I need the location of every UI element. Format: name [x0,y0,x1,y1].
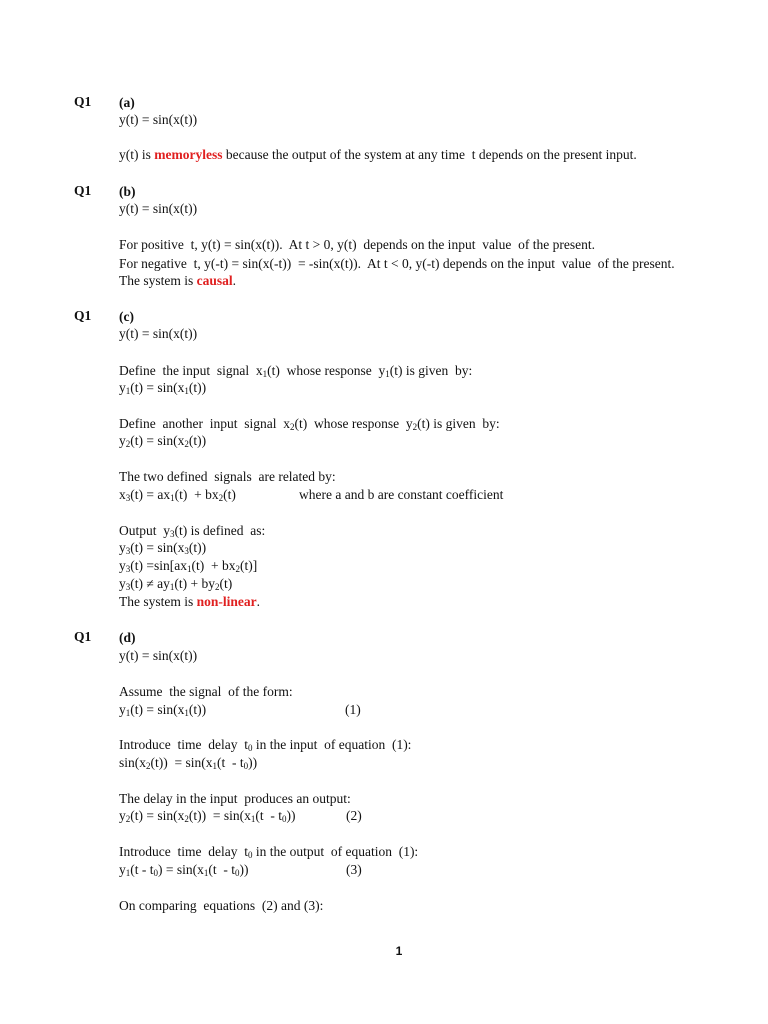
equation-y3-b: $y_3(t) =\sin[ax_1(t) + bx_2(t)]$ [119,558,258,574]
equation: y(t) = sin(x(t)) [119,648,198,663]
equation-y3-a: $y_3(t) = \sin(x_3(t))$ [119,540,207,556]
positive-t-line: For positive t, y(t) = sin(x(t)). At t > 0, y(t) depends on the input value of the present. [119,237,596,252]
causal-statement: The system is causal. [119,273,237,288]
define-x1: Define the input signal $x_1(t)$ whose response $y_1(t)$ is given by: [119,363,473,379]
question-label: Q1 [74,183,92,198]
equation-y1: $y_1(t) = \sin(x_1(t))$ [119,380,207,396]
nonlinear-statement: The system is non-linear. [119,594,261,609]
nonlinear-highlight: non-linear [196,594,257,609]
question-label: Q1 [74,629,92,644]
equation: y(t) = sin(x(t)) [119,112,198,127]
assume-text: Assume the signal of the form: [119,684,293,699]
equation-3: $y_1(t - t_0) = \sin(x_1(t - t_0))$ [119,862,249,878]
comparison-text: On comparing equations (2) and (3): [119,898,324,913]
negative-t-line: For negative t, y(-t) = sin(x(-t)) = -sin(x(t)). At t < 0, y(-t) depends on the input value of the present. [119,256,675,271]
introduce-output-delay: Introduce time delay $t_0$ in the output of equation (1): [119,844,419,860]
introduce-input-delay: Introduce time delay $t_0$ in the input of equation (1): [119,737,412,753]
part-label: (d) [119,630,136,645]
question-label: Q1 [74,308,92,323]
equation-number-1: (1) [345,702,361,717]
memoryless-highlight: memoryless [154,147,223,162]
part-label: (a) [119,95,135,110]
output-definition: Output $y_3(t)$ is defined as: [119,523,266,539]
relation-note: where a and b are constant coefficient [299,487,504,502]
equation-number-3: (3) [346,862,362,877]
equation: y(t) = sin(x(t)) [119,326,198,341]
equation-y3-c: $y_3(t) \ne ay_1(t) + by_2(t)$ [119,576,233,592]
page-number: 1 [395,944,403,958]
relation-text: The two defined signals are related by: [119,469,336,484]
equation: y(t) = sin(x(t)) [119,201,198,216]
memoryless-statement: y(t) is memoryless because the output of the system at any time t depends on the present input. [119,147,637,162]
equation-1: $y_1(t) = \sin(x_1(t))$ [119,702,207,718]
equation-y2: $y_2(t) = \sin(x_2(t))$ [119,433,207,449]
delayed-input-equation: $\sin(x_2(t)) = \sin(x_1(t - t_0))$ [119,755,258,771]
equation-2: $y_2(t) = \sin(x_2(t)) = \sin(x_1(t - t_0))$ [119,808,296,824]
equation-x3: $x_3(t) = ax_1(t) + bx_2(t)$ [119,487,236,503]
delay-output-text: The delay in the input produces an output: [119,791,351,806]
part-label: (b) [119,184,136,199]
part-label: (c) [119,309,134,324]
causal-highlight: causal [196,273,233,288]
question-label: Q1 [74,94,92,109]
equation-number-2: (2) [346,808,362,823]
define-x2: Define another input signal $x_2(t)$ whose response $y_2(t)$ is given by: [119,416,500,432]
